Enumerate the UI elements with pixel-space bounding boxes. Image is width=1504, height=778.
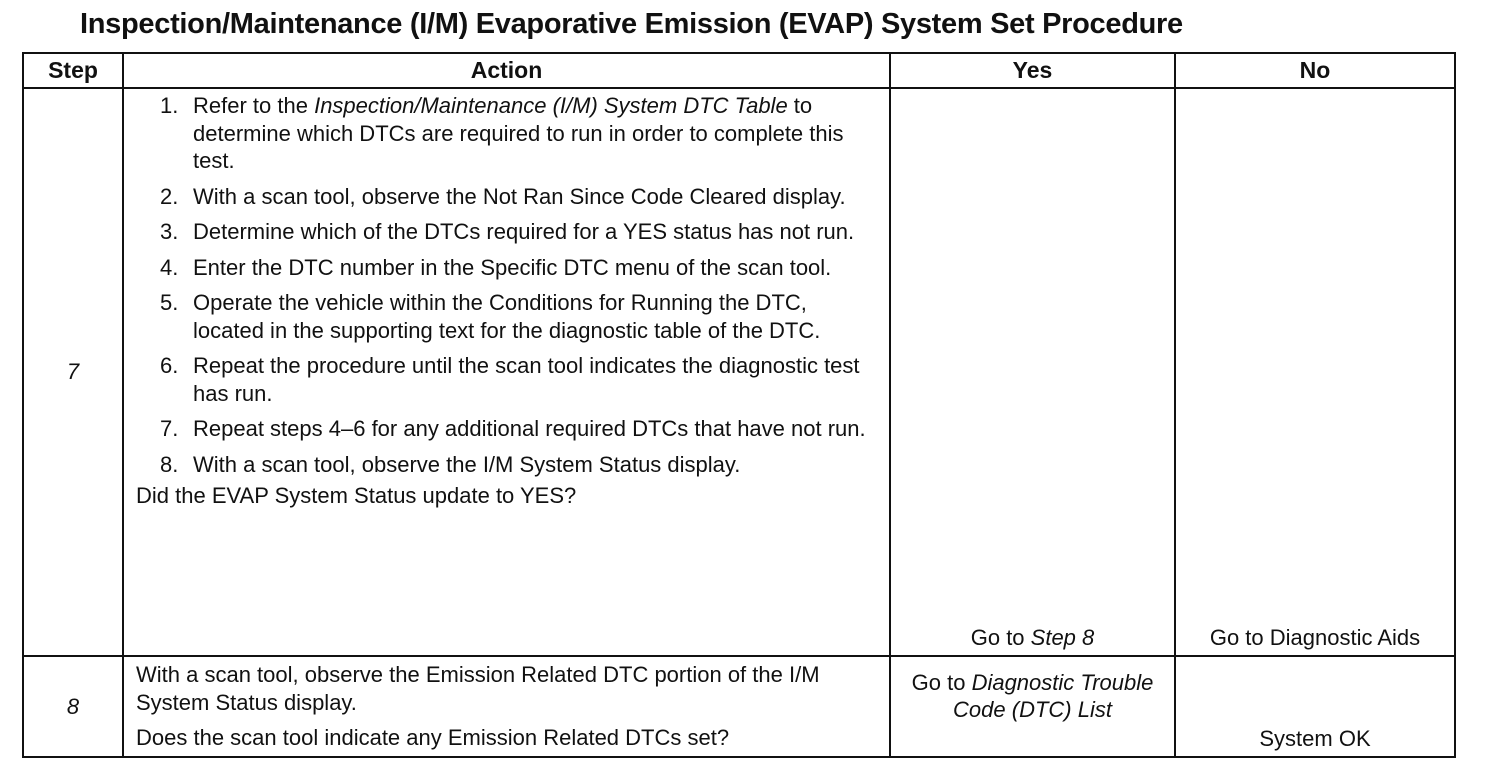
step-number: 8 (23, 656, 123, 757)
action-item: 1. Refer to the Inspection/Maintenance (I/M) System DTC Table to determine which DTCs are required to run in order to complete this test. (160, 93, 844, 173)
action-list (136, 92, 881, 478)
no-cell: System OK (1175, 656, 1455, 757)
action-item: 6. Repeat the procedure until the scan tool indicates the diagnostic test has run. (160, 353, 860, 406)
dtc-list-link: Diagnostic Trouble Code (DTC) List (953, 670, 1154, 722)
table-row-step-8 (23, 656, 1455, 757)
action-question: Does the scan tool indicate any Emission Related DTCs set? (136, 725, 730, 750)
yes-cell: Go to Step 8 (890, 88, 1175, 656)
action-item: 8. With a scan tool, observe the I/M System Status display. (160, 451, 741, 477)
action-item: 2. With a scan tool, observe the Not Ran Since Code Cleared display. (160, 183, 846, 209)
action-cell (123, 656, 890, 757)
action-text: With a scan tool, observe the Emission Related DTC portion of the I/M System Status display. (136, 662, 820, 715)
step-link: Step 8 (1030, 625, 1095, 650)
action-item: 5. Operate the vehicle within the Conditions for Running the DTC, located in the supporting text for the diagnostic table of the DTC. (160, 290, 821, 343)
table-row-step-7 (23, 88, 1455, 656)
procedure-table (22, 52, 1456, 758)
action-item: 3. Determine which of the DTCs required for a YES status has not run. (160, 219, 855, 244)
table-reference: Inspection/Maintenance (I/M) System DTC Table (314, 93, 788, 118)
header-action: Action (123, 53, 890, 88)
no-cell: Go to Diagnostic Aids (1175, 88, 1455, 656)
header-step: Step (23, 53, 123, 88)
page-title: Inspection/Maintenance (I/M) Evaporative Emission (EVAP) System Set Procedure (80, 8, 1183, 40)
step-number: 7 (23, 88, 123, 656)
header-no: No (1175, 53, 1455, 88)
header-yes: Yes (890, 53, 1175, 88)
yes-cell: Go to Diagnostic Trouble Code (DTC) List (890, 656, 1175, 757)
action-question: Did the EVAP System Status update to YES? (136, 483, 577, 508)
header-row (23, 53, 1455, 88)
action-item: 7. Repeat steps 4–6 for any additional required DTCs that have not run. (160, 416, 866, 441)
action-item: 4. Enter the DTC number in the Specific DTC menu of the scan tool. (160, 254, 832, 280)
action-cell (123, 88, 890, 656)
